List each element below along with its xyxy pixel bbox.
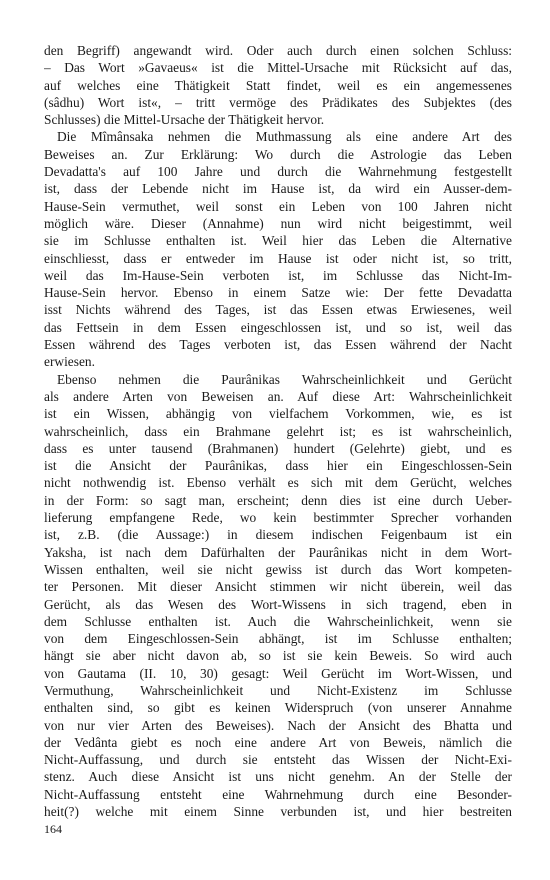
text-line: (sâdhu) Wort ist«, – tritt vermöge des Prädikates des Subjektes (des — [44, 94, 512, 110]
text-line: von dem Eingeschlossen-Sein abhängt, ist im Schlusse enthalten; — [44, 631, 512, 647]
text-line: auf welches eine Thätigkeit Statt findet, weil es ein angemessenes — [44, 77, 512, 93]
text-line: – Das Wort »Gavaeus« ist die Mittel-Ursache mit Rücksicht auf das, — [44, 60, 512, 76]
text-line: erwiesen. — [44, 354, 95, 370]
text-line: Ebenso nehmen die Paurânikas Wahrscheinlichkeit und Gerücht — [57, 371, 512, 387]
text-line: isst Nichts während des Tages, ist das Essen etwas Erwiesenes, weil — [44, 302, 512, 318]
text-line: ist, z.B. (die Aussage:) in diesem indischen Feigenbaum ist ein — [44, 527, 512, 543]
text-line: Die Mîmânsaka nehmen die Muthmassung als eine andere Art des — [57, 129, 512, 145]
text-line: von nur vier Arten des Beweises). Nach der Ansicht des Bhatta und — [44, 717, 512, 733]
text-line: wahrscheinlich, dass ein Brahmane gelehrt ist; es ist wahrscheinlich, — [44, 423, 512, 439]
text-line: als andere Arten von Beweisen an. Auf diese Art: Wahrscheinlichkeit — [44, 388, 512, 404]
text-line: der Vedânta giebt es noch eine andere Art von Beweis, nämlich die — [44, 734, 512, 750]
text-line: Devadatta's auf 100 Jahre und durch die Wahrnehmung festgestellt — [44, 164, 512, 180]
text-line: ter Personen. Mit dieser Ansicht stimmen wir nicht überein, weil das — [44, 579, 512, 595]
text-line: von Gautama (II. 10, 30) gesagt: Weil Gerücht im Wort-Wissen, und — [44, 665, 512, 681]
text-line: hängt sie aber nicht davon ab, so ist sie kein Beweis. So wird auch — [44, 648, 512, 664]
text-line: Gerücht, als das Wesen des Wort-Wissens in sich tragend, eben in — [44, 596, 512, 612]
text-line: Nicht-Auffassung, und durch sie entsteht das Wissen der Nicht-Exi- — [44, 752, 512, 768]
text-line: sie im Schlusse enthalten ist. Weil hier das Leben die Alternative — [44, 233, 512, 249]
text-line: dass es unter tausend (Brahmanen) hundert (Gelehrte) giebt, und es — [44, 440, 512, 456]
text-line: weil das Im-Hause-Sein verboten ist, im Schlusse das Nicht-Im- — [44, 267, 512, 283]
text-line: dem Schlusse enthalten ist. Auch die Wahrscheinlichkeit, wenn sie — [44, 613, 512, 629]
text-line: Hause-Sein hervor. Ebenso in einem Satze wie: Der fette Devadatta — [44, 285, 512, 301]
text-line: möglich wäre. Dieser (Annahme) nun wird nicht beigestimmt, weil — [44, 215, 512, 231]
text-line: in der Form: so sagt man, erscheint; denn dies ist eine durch Ueber- — [44, 492, 512, 508]
text-line: nicht nothwendig ist. Ebenso verhält es sich mit dem Gerücht, welches — [44, 475, 512, 491]
text-line: einschliesst, dass er entweder im Hause ist oder nicht ist, so tritt, — [44, 250, 512, 266]
text-line: Schlusses) die Mittel-Ursache der Thätigkeit hervor. — [44, 112, 325, 128]
text-line: ist, dass der Lebende nicht im Hause ist, da wird ein Ausser-dem- — [44, 181, 512, 197]
text-line: Hause-Sein vermuthet, weil sonst ein Leben von 100 Jahren nicht — [44, 198, 512, 214]
text-line: Beweises an. Zur Erklärung: Wo durch die Astrologie das Leben — [44, 146, 512, 162]
text-line: Wissen enthalten, weil sie nicht gewiss ist durch das Wort kompeten- — [44, 561, 512, 577]
text-line: den Begriff) angewandt wird. Oder auch durch einen solchen Schluss: — [44, 43, 512, 58]
text-line: stenz. Auch diese Ansicht ist uns nicht genehm. An der Stelle der — [44, 769, 512, 785]
text-line: enthalten sind, so gibt es keinen Widerspruch (von unserer Annahme — [44, 700, 512, 716]
text-line: Vermuthung, Wahrscheinlichkeit und Nicht-Existenz im Schlusse — [44, 682, 512, 698]
text-line: ist die Ansicht der Paurânikas, dass hier ein Eingeschlossen-Sein — [44, 458, 512, 474]
page-number: 164 — [44, 822, 62, 836]
document-page — [44, 42, 512, 820]
text-line: das Fettsein in dem Essen eingeschlossen ist, und so ist, weil das — [44, 319, 512, 335]
text-line: heit(?) welche mit einem Sinne verbunden ist, und hier bestreiten — [44, 804, 512, 820]
text-line: Yaksha, ist nach dem Dafürhalten der Paurânikas nicht in dem Wort- — [44, 544, 512, 560]
text-line: Nicht-Auffassung entsteht eine Wahrnehmung durch eine Besonder- — [44, 786, 512, 802]
text-line: lieferung empfangene Rede, wo kein bestimmter Sprecher vorhanden — [44, 510, 512, 526]
text-line: Essen während des Tages verboten ist, das Essen während der Nacht — [44, 337, 512, 353]
text-line: ist ein Wissen, abhängig von vielfachem Vorkommen, wie, es ist — [44, 406, 512, 422]
